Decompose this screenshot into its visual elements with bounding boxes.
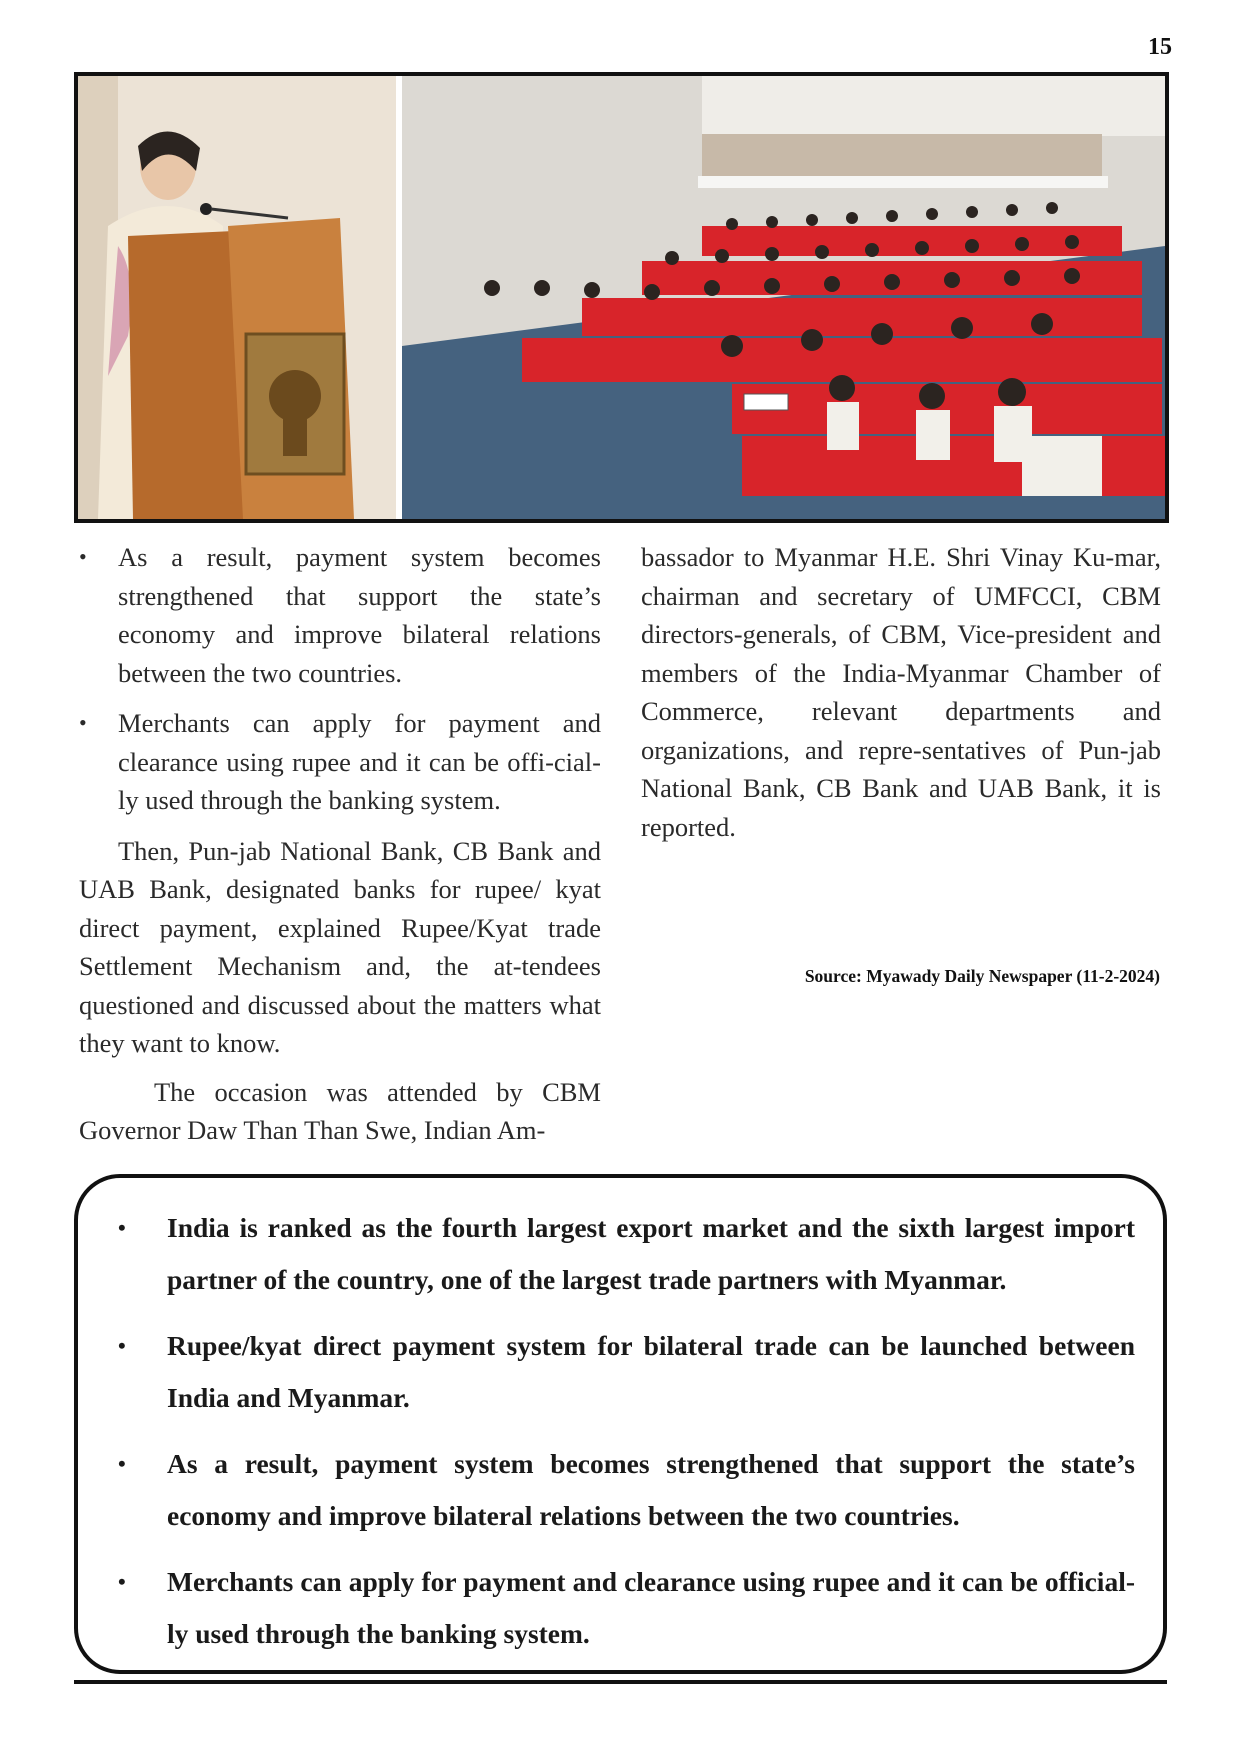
bullet-icon: • [79,710,87,735]
list-item [104,1556,1135,1660]
event-photo [74,72,1169,523]
summary-text: India is ranked as the fourth largest export market and the sixth largest import partner of the country, one of the largest trade partners with Myanmar. [167,1212,1135,1295]
bullet-icon: • [118,1333,126,1358]
auditorium-illustration [402,76,1165,519]
list-item [104,1320,1135,1424]
summary-text: As a result, payment system becomes strengthened that support the state’s economy and improve bilateral relations between the two countries. [167,1448,1135,1531]
list-item [104,1202,1135,1306]
source-credit: Source: Myawady Daily Newspaper (11-2-2024) [804,966,1160,986]
bullet-icon: • [118,1451,126,1476]
list-item [104,1438,1135,1542]
body-paragraph: The occasion was attended by CBM Governor Daw Than Than Swe, Indian Am- [79,1076,601,1145]
left-text-column [79,538,601,1160]
speaker-illustration [78,76,396,519]
right-text-column [641,538,1161,856]
list-item [79,704,601,820]
bullet-text: Merchants can apply for payment and clearance using rupee and it can be offi-cial-ly used through the banking system. [118,708,601,815]
summary-text: Merchants can apply for payment and clearance using rupee and it can be official-ly used through the banking system. [167,1566,1135,1649]
audience-photo [402,76,1165,519]
bullet-text: As a result, payment system becomes strengthened that support the state’s economy and improve bilateral relations between the two countries. [118,542,601,688]
bullet-icon: • [79,544,87,569]
summary-text: Rupee/kyat direct payment system for bilateral trade can be launched between India and Myanmar. [167,1330,1135,1413]
bullet-icon: • [118,1569,126,1594]
speaker-at-podium-photo [78,76,402,519]
list-item [79,538,601,692]
body-paragraph: Then, Pun-jab National Bank, CB Bank and UAB Bank, designated banks for rupee/ kyat direct payment, explained Rupee/Kyat trade Settlement Mechanism and, the at-tendees questioned and discussed about the matters what they want to know. [79,835,601,1058]
footer-rule [74,1680,1167,1684]
body-paragraph: bassador to Myanmar H.E. Shri Vinay Ku-mar, chairman and secretary of UMFCCI, CBM directors-generals, of CBM, Vice-president and members of the India-Myanmar Chamber of Commerce, relevant departments and organizations, and repre-sentatives of Pun-jab National Bank, CB Bank and UAB Bank, it is reported. [641,542,1161,842]
page-number: 15 [1148,34,1172,60]
bullet-icon: • [118,1215,126,1240]
summary-box [74,1174,1167,1674]
